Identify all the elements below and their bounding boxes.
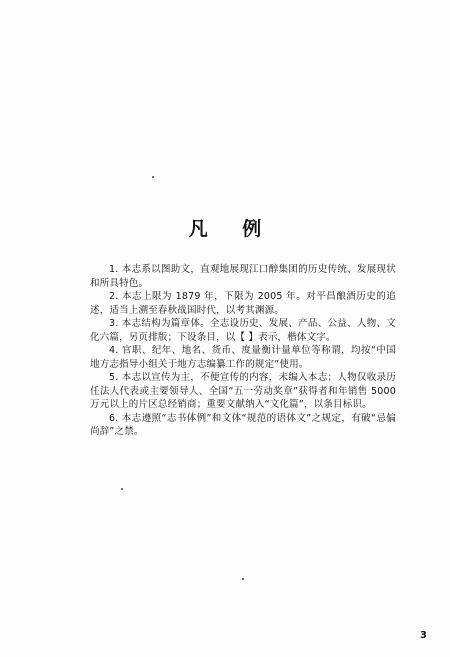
paragraph-6: 6. 本志遵照“志书体例”和文体“规范的语体文”之规定，有破“忌偏尚辞”之禁。	[90, 412, 396, 437]
paragraph-2: 2. 本志上限为 1879 年，下限为 2005 年。对平昌酿酒历史的追述，适当上溯至春秋战国时代，以考其渊源。	[90, 291, 396, 316]
page-number: 3	[420, 630, 427, 641]
paragraph-5: 5. 本志以宣传为主，不便宣传的内容，未编入本志；人物仅收录历任法人代表或主要领导人、全国“五一劳动奖章”获得者和年销售 5000 万元以上的片区总经销商；重要文献纳入“文化篇”，以条目标识。	[90, 372, 396, 410]
paragraph-3: 3. 本志结构为篇章体。全志设历史、发展、产品、公益、人物、文化六篇，另页排版；下设条目，以【 】表示，楷体文字。	[90, 318, 396, 343]
scan-speck	[152, 176, 154, 178]
page-title: 凡 例	[188, 218, 276, 240]
body-text	[90, 263, 396, 439]
paragraph-4: 4. 官职、纪年、地名、货币、度量衡计量单位等称谓，均按“中国地方志指导小组关于地方志编纂工作的规定”使用。	[90, 345, 396, 370]
paragraph-1: 1. 本志系以图助文，直观地展现江口醇集团的历史传统、发展现状和所具特色。	[90, 264, 396, 289]
scan-speck	[121, 488, 123, 490]
scan-speck	[242, 578, 244, 580]
